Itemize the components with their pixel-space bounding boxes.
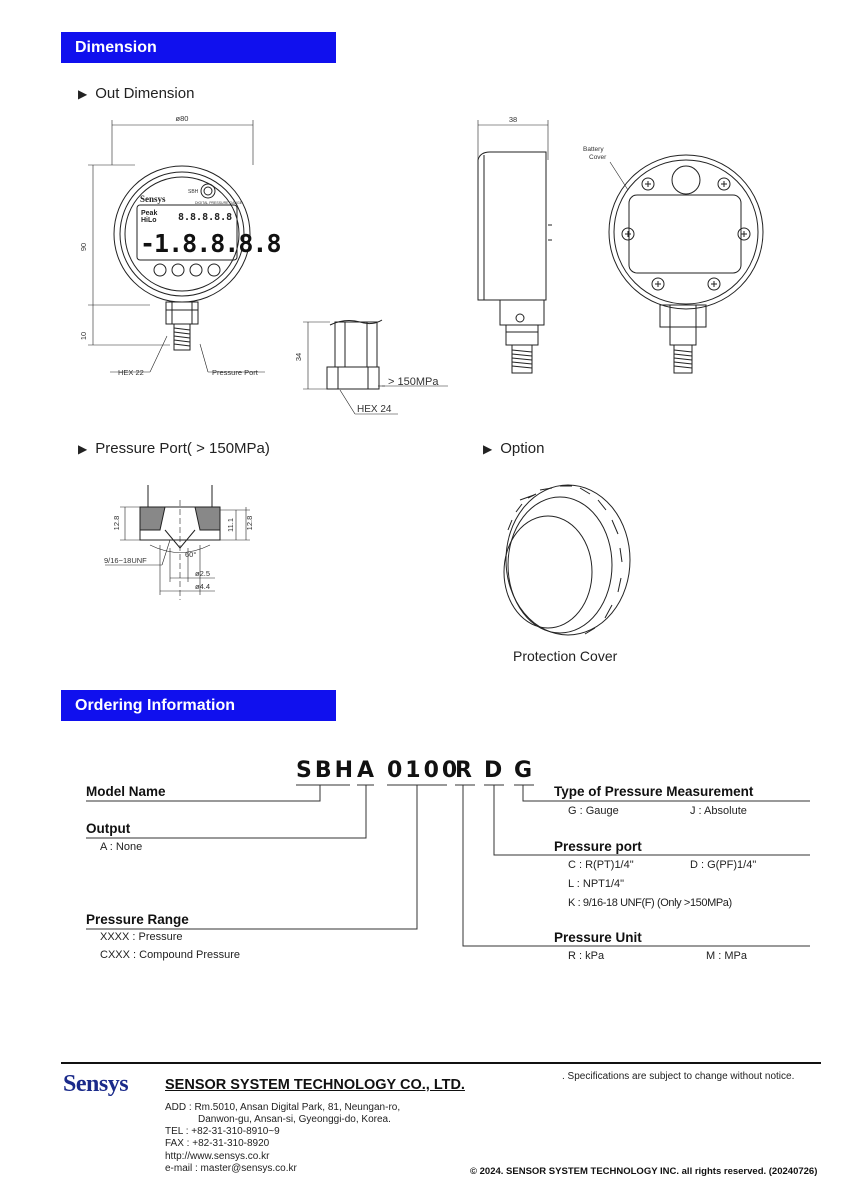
protection-cover-caption: Protection Cover bbox=[513, 648, 618, 664]
ordering-banner: Ordering Information bbox=[61, 690, 336, 721]
code-part-sbh: SBH bbox=[296, 758, 357, 783]
svg-text:60°: 60° bbox=[185, 550, 197, 559]
code-part-output: A bbox=[357, 758, 378, 783]
svg-text:12.8: 12.8 bbox=[245, 515, 254, 531]
svg-text:Sensys: Sensys bbox=[140, 194, 166, 204]
sensys-logo: Sensys bbox=[63, 1071, 129, 1097]
type-item-gauge: G : Gauge bbox=[568, 805, 619, 817]
svg-text:34: 34 bbox=[294, 352, 303, 362]
svg-text:Battery: Battery bbox=[583, 146, 604, 153]
svg-text:ø80: ø80 bbox=[175, 114, 189, 123]
footer-divider bbox=[61, 1062, 821, 1064]
svg-text:11.1: 11.1 bbox=[226, 517, 235, 533]
svg-text:Cover: Cover bbox=[589, 154, 607, 161]
type-heading: Type of Pressure Measurement bbox=[554, 784, 754, 799]
spec-notice: . Specifications are subject to change without notice. bbox=[562, 1071, 795, 1082]
triangle-bullet-icon: ▶ bbox=[78, 442, 88, 456]
option-heading: ▶ Option bbox=[483, 440, 545, 457]
svg-text:8.8.8.8.8: 8.8.8.8.8 bbox=[178, 212, 233, 223]
triangle-bullet-icon: ▶ bbox=[78, 87, 88, 101]
code-part-port: R bbox=[455, 758, 475, 783]
output-item-none: A : None bbox=[100, 841, 143, 853]
tel-line: TEL : +82-31-310-8910~9 bbox=[165, 1126, 280, 1137]
svg-text:9/16−18UNF: 9/16−18UNF bbox=[104, 556, 147, 565]
port-item-k: K : 9/16-18 UNF(F) (Only >150MPa) bbox=[568, 897, 732, 909]
range-item-pressure: XXXX : Pressure bbox=[100, 931, 183, 943]
svg-text:HEX 24: HEX 24 bbox=[357, 404, 392, 415]
unit-item-mpa: M : MPa bbox=[706, 950, 747, 962]
fax-line: FAX : +82-31-310-8920 bbox=[165, 1138, 270, 1149]
svg-text:Peak: Peak bbox=[141, 210, 158, 217]
address-line-1: ADD : Rm.5010, Ansan Digital Park, 81, Neungan-ro, bbox=[165, 1102, 401, 1113]
website-link[interactable]: http://www.sensys.co.kr bbox=[165, 1151, 270, 1162]
unit-heading: Pressure Unit bbox=[554, 930, 642, 945]
port-item-l: L : NPT1/4" bbox=[568, 878, 625, 890]
range-item-compound: CXXX : Compound Pressure bbox=[100, 949, 241, 961]
port-heading: Pressure port bbox=[554, 839, 642, 854]
unit-item-kpa: R : kPa bbox=[568, 950, 605, 962]
model-name-heading: Model Name bbox=[86, 784, 166, 799]
svg-text:DIGITAL PRESSURE GAUGE: DIGITAL PRESSURE GAUGE bbox=[195, 201, 243, 205]
address-line-2: Danwon-gu, Ansan-si, Gyeonggi-do, Korea. bbox=[198, 1114, 391, 1125]
type-item-absolute: J : Absolute bbox=[690, 805, 747, 817]
svg-text:HEX 22: HEX 22 bbox=[118, 368, 144, 377]
svg-text:HiLo: HiLo bbox=[141, 217, 157, 224]
svg-text:12.8: 12.8 bbox=[112, 515, 121, 531]
dimension-banner: Dimension bbox=[61, 32, 336, 63]
company-name: SENSOR SYSTEM TECHNOLOGY CO., LTD. bbox=[165, 1077, 465, 1093]
svg-text:SBH: SBH bbox=[188, 189, 199, 195]
pressure-range-heading: Pressure Range bbox=[86, 912, 189, 927]
code-part-type: G bbox=[514, 758, 536, 783]
svg-text:ø4.4: ø4.4 bbox=[195, 582, 211, 591]
svg-text:-1.8.8.8.8: -1.8.8.8.8 bbox=[140, 229, 281, 258]
port-item-c: C : R(PT)1/4" bbox=[568, 859, 634, 871]
svg-text:10: 10 bbox=[79, 331, 88, 341]
pressure-port-heading: ▶ Pressure Port( > 150MPa) bbox=[78, 440, 270, 457]
output-heading: Output bbox=[86, 821, 131, 836]
svg-text:38: 38 bbox=[508, 115, 518, 124]
code-part-range: 0100 bbox=[387, 758, 461, 783]
svg-text:Pressure Port: Pressure Port bbox=[212, 368, 258, 377]
code-part-unit: D bbox=[484, 758, 506, 783]
triangle-bullet-icon: ▶ bbox=[483, 442, 493, 456]
svg-text:ø2.5: ø2.5 bbox=[195, 569, 211, 578]
svg-text:> 150MPa: > 150MPa bbox=[388, 376, 439, 388]
copyright: © 2024. SENSOR SYSTEM TECHNOLOGY INC. all rights reserved. (20240726) bbox=[470, 1166, 818, 1177]
email-link[interactable]: e-mail : master@sensys.co.kr bbox=[165, 1163, 297, 1174]
out-dimension-heading: ▶ Out Dimension bbox=[78, 85, 195, 102]
svg-text:90: 90 bbox=[79, 242, 88, 252]
port-item-d: D : G(PF)1/4" bbox=[690, 859, 757, 871]
